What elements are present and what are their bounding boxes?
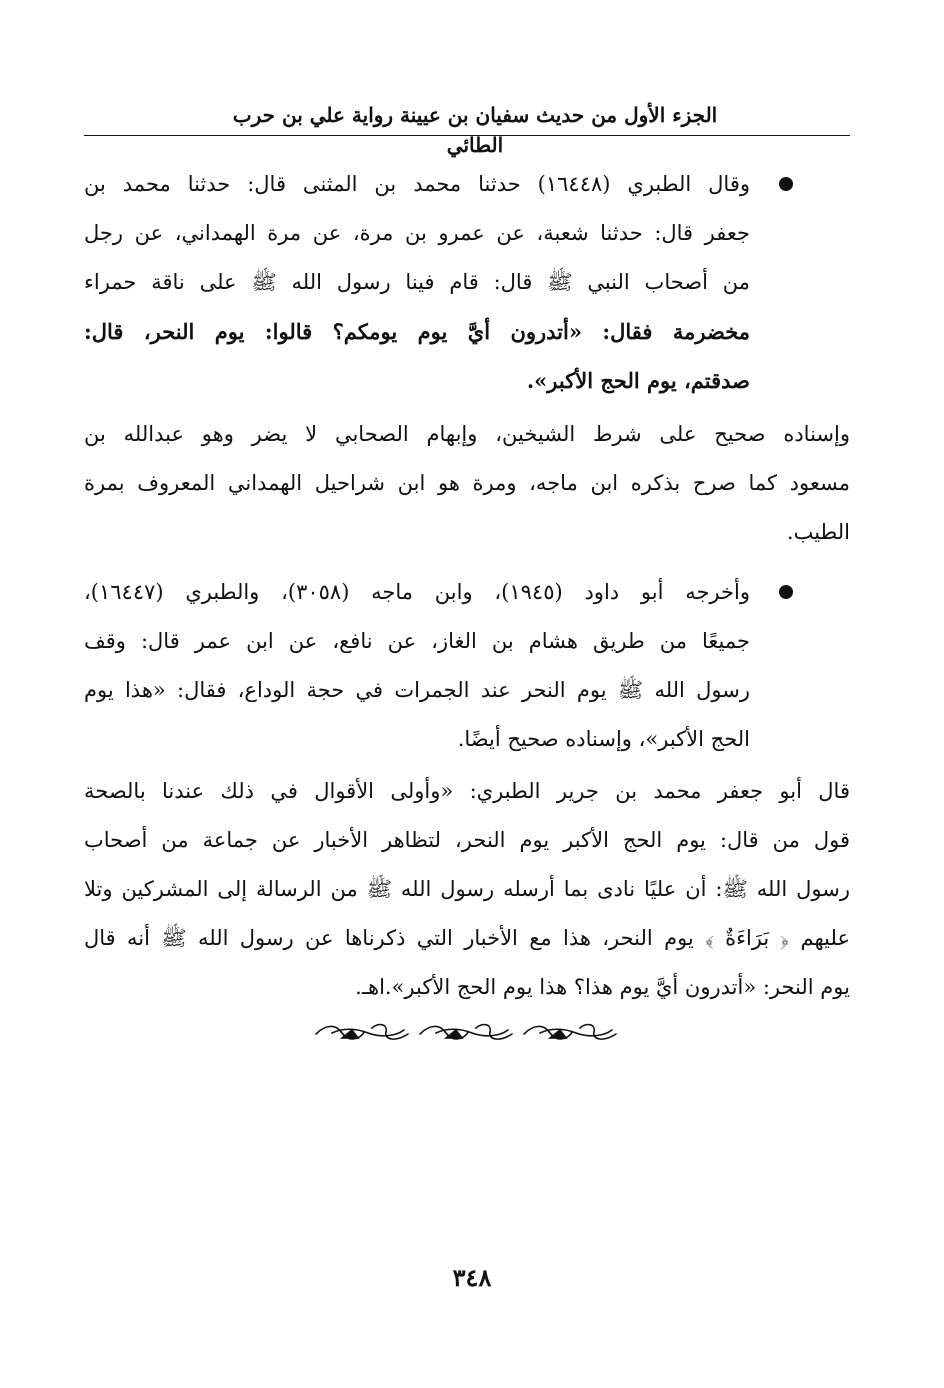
bullet-1-text [84, 160, 750, 405]
text-line: جميعًا من طريق هشام بن الغاز، عن نافع، عن ابن عمر قال: وقف [84, 629, 750, 653]
text-line: مخضرمة فقال: «أتدرون أيَّ يوم يومكم؟ قالوا: يوم النحر، قال: [84, 319, 750, 344]
text-line: الحج الأكبر»، وإسناده صحيح أيضًا. [457, 727, 750, 751]
text-line: من أصحاب النبي ﷺ قال: قام فينا رسول الله ﷺ على ناقة حمراء [84, 270, 750, 294]
text-line: الطيب. [786, 520, 850, 544]
paragraph-1 [84, 410, 850, 557]
bullet-1-marker [779, 177, 793, 191]
header-rule [84, 135, 850, 136]
running-header-title: الجزء الأول من حديث سفيان بن عيينة رواية علي بن حرب الطائي [232, 103, 718, 157]
text-line: وقال الطبري (١٦٤٤٨) حدثنا محمد بن المثنى قال: حدثنا محمد بن [84, 172, 751, 196]
text-line: وأخرجه أبو داود (١٩٤٥)، وابن ماجه (٣٠٥٨)، والطبري (١٦٤٤٧)، [84, 580, 750, 604]
page-number: ٣٤٨ [452, 1263, 492, 1292]
text-line: قول من قال: يوم الحج الأكبر يوم النحر، لتظاهر الأخبار عن جماعة من أصحاب [84, 828, 850, 852]
text-line: يوم النحر: «أتدرون أيَّ يوم هذا؟ هذا يوم الحج الأكبر».اهـ. [355, 975, 850, 999]
bullet-2-marker [779, 585, 793, 599]
text-line: رسول الله ﷺ: أن عليًا نادى بما أرسله رسول الله ﷺ من الرسالة إلى المشركين وتلا [84, 877, 850, 901]
ornamental-divider-icon [312, 1018, 620, 1048]
text-line: عليهم ﴿ بَرَاءَةٌ ﴾ يوم النحر، هذا مع الأخبار التي ذكرناها عن رسول الله ﷺ أنه قال [84, 926, 850, 950]
bullet-2-text [84, 568, 750, 764]
paragraph-2 [84, 767, 850, 1012]
text-line: صدقتم، يوم الحج الأكبر». [526, 368, 750, 393]
text-line: جعفر قال: حدثنا شعبة، عن عمرو بن مرة، عن مرة الهمداني، عن رجل [84, 221, 750, 245]
text-line: قال أبو جعفر محمد بن جرير الطبري: «وأولى الأقوال في ذلك عندنا بالصحة [84, 779, 850, 803]
text-line: وإسناده صحيح على شرط الشيخين، وإبهام الصحابي لا يضر وهو عبدالله بن [84, 422, 850, 446]
text-line: رسول الله ﷺ يوم النحر عند الجمرات في حجة الوداع، فقال: «هذا يوم [84, 678, 750, 702]
text-line: مسعود كما صرح بذكره ابن ماجه، ومرة هو ابن شراحيل الهمداني المعروف بمرة [84, 471, 850, 495]
